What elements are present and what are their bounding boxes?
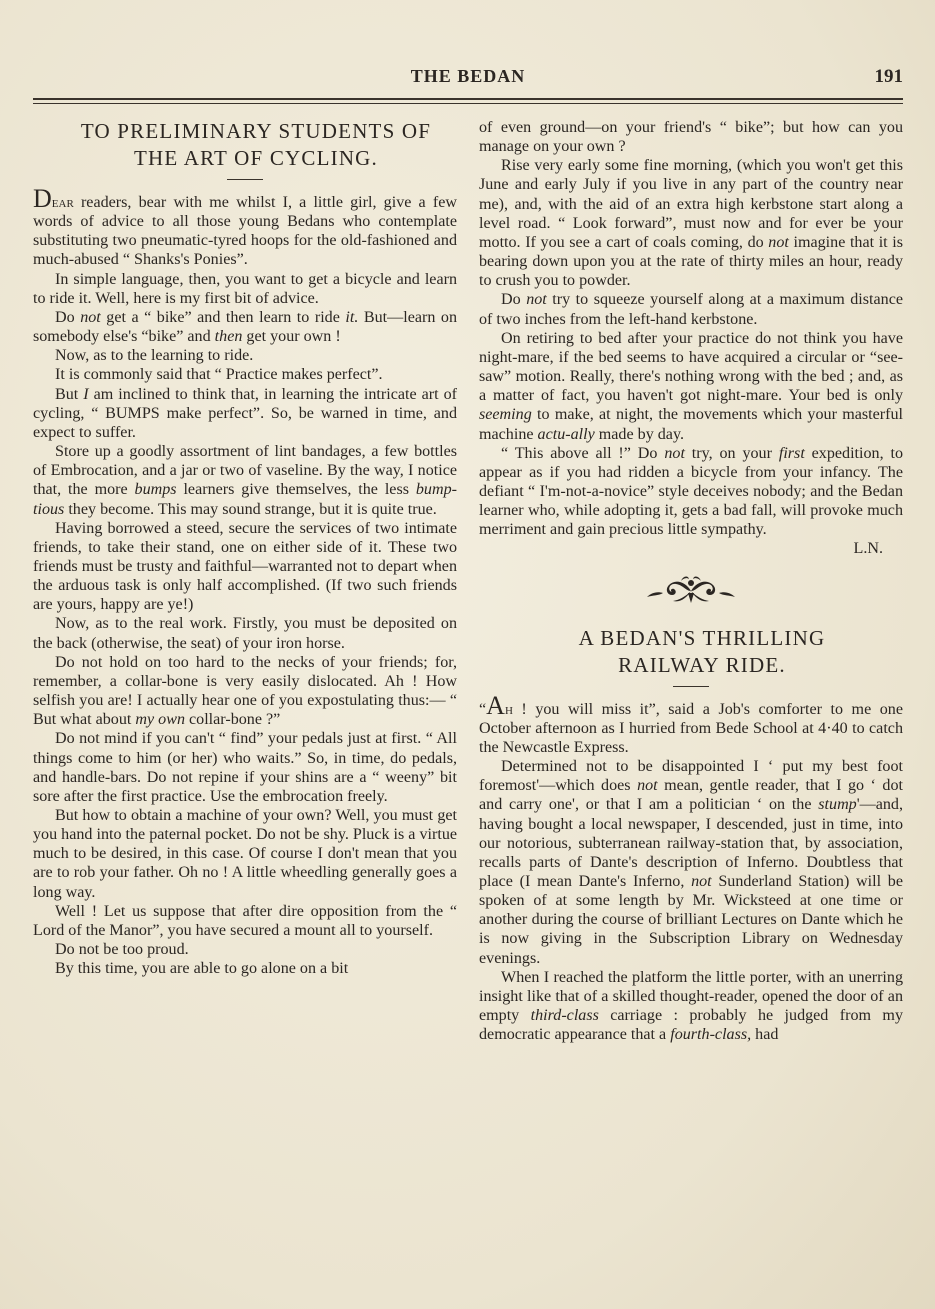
left-column [33,118,457,978]
text-run: try, on your [684,444,779,462]
article1-paragraph [479,290,903,328]
article1-paragraph [33,385,457,442]
article1-paragraph [479,444,903,540]
italic-run: fourth-class, [670,1026,752,1044]
article1-title-line1: TO PRELIMINARY STUDENTS OF [80,119,432,143]
text-run: to make, at night, the movements which your masterful machine [479,406,903,443]
italic-run: I [83,385,89,403]
text-run: Store up a goodly assortment of lint bandages, a few bottles of Embrocation, and a jar or two of vaseline. By the way, I notice that, the more [33,443,457,499]
title-divider [673,686,709,687]
floral-ornament-icon [641,573,741,609]
article1-paragraph: In simple language, then, you want to get a bicycle and learn to ride it. Well, here is my first bit of advice. [33,270,457,307]
italic-run: stump [818,796,857,814]
drop-cap: D [33,184,52,213]
text-run: imagine that it is bearing down upon you at the rate of thirty miles an hour, ready to crush you to powder. [479,233,903,290]
right-column [479,118,903,1044]
text-run: Do [501,291,527,309]
text-run: learners give themselves, the less [176,481,416,499]
text-run: had [751,1026,779,1044]
page-number: 191 [874,66,903,87]
header-rule-thick [33,98,903,100]
text-run: collar-bone ?” [185,711,281,729]
text-run: carriage : probably he judged from my democratic appearance that a [479,1007,903,1044]
text-run: they become. This may sound strange, but it is quite true. [64,500,437,518]
text-run: '—and, having bought a local newspaper, I descended, just in time, into our notorious, subterranean railway-station that, by association, recalls parts of Dante's description of Inferno. Doubtless that place (I mean Dante's Inferno, [479,796,903,890]
italic-run: actu-ally [537,425,595,443]
italic-run: not [526,291,547,309]
text-run: Sunderland Station) will be spoken of at some length by Mr. Wicksteed at one time or another during the course of brilliant Lectures on Dante which he is now giving in the Subscription Library on Wednesday evenings. [479,873,903,967]
article1-paragraph [33,442,457,519]
article1-paragraph: It is commonly said that “ Practice makes perfect”. [55,366,383,384]
article1-paragraph: of even ground—on your friend's “ bike”; but how can you manage on your own ? [479,119,903,156]
italic-run: my own [135,711,185,729]
text-run: made by day. [594,425,684,443]
article1-paragraph: Now, as to the learning to ride. [55,347,254,365]
running-title: THE BEDAN [410,66,526,86]
text-run: On retiring to bed after your practice do not think you have night-mare, if the bed seems to have acquired a circular or “see-saw” motion. Really, there's nothing wrong with the bed ; and, as a matter of fact, you haven't got night-mare. Your bed is only [479,329,903,405]
text-run: try to squeeze yourself along at a maximum distance of two inches from the left-hand kerbstone. [479,291,903,328]
text-run: Rise very early some fine morning, (which you won't get this June and early July if you live in any part of the country near me), and, with the aid of an extra high kerbstone start along a level road. “ Look forward”, must now and for ever be your motto. If you see a cart of coals coming, do [479,157,903,251]
article1-paragraph: Well ! Let us suppose that after dire opposition from the “ Lord of the Manor”, you have secured a mount all to yourself. [33,902,457,939]
article1-paragraph: Now, as to the real work. Firstly, you must be deposited on the back (otherwise, the seat) of your iron horse. [33,615,457,652]
italic-run: not [691,873,712,890]
italic-run: not [768,233,789,251]
article1-paragraph [479,156,903,290]
article1-paragraph [479,329,903,444]
text-run: Determined not to be disappointed I ‘ put my best foot foremost'—which does [479,758,903,795]
text-run: Do [55,308,81,326]
text-run: “ This above all !” Do [501,444,665,462]
text-run: expedition, to appear as if you had ridden a bicycle from your infancy. The defiant “ I'm-not-a-novice” style deceives nobody; and the Bedan learner who, while adopting it, gets a bad fall, will provoke much merriment and gain precious little sympathy. [479,444,904,539]
italic-run: it. [345,308,359,326]
italic-run: third-class [530,1007,599,1025]
header-rule-thin [33,103,903,104]
text-run: am inclined to think that, in learning the intricate art of cycling, “ BUMPS make perfect”. So, be warned in time, and expect to suffer. [33,385,457,441]
text-run: “ [479,700,487,718]
text-run: mean, gentle reader, that I go ‘ dot and carry one', or that I am a politician ‘ on the [479,777,903,814]
small-caps-text: h [504,700,513,718]
text-run: Do not hold on too hard to the necks of your friends; for, remember, a collar-bone is very easily dislocated. Ah ! How selfish you are! I actually hear one of you expostulating thus:— “ But what about [33,653,457,729]
article1-paragraph [33,308,457,346]
italic-run: seeming [479,406,532,424]
text-run: But [55,385,84,403]
article1-title-line2: THE ART OF CYCLING. [134,146,378,170]
italic-run: then [214,328,243,346]
article2-paragraph [479,757,903,968]
article2-paragraph [479,968,903,1045]
italic-run: bump-tious [33,481,457,518]
article1-signature: L.N. [853,540,883,558]
italic-run: not [637,777,658,795]
article1-paragraph: But how to obtain a machine of your own? Well, you must get you hand into the paternal pocket. Do not be shy. Pluck is a virtue much to be desired, in this case. Of course I don't mean that you are to rob your father. Oh no ! A little wheedling generally goes a long way. [33,807,458,901]
text-run: get your own ! [242,328,341,346]
italic-run: not [664,444,685,462]
article2-title-line2: RAILWAY RIDE. [618,652,786,677]
paragraph-text: readers, bear with me whilst I, a little girl, give a few words of advice to all those young Bedans who contemplate substituting two pneumatic-tyred hoops for the old-fashioned and much-abused “ Shanks's Ponies”. [33,194,457,269]
paragraph-text: ! you will miss it”, said a Job's comforter to me one October afternoon as I hurried from Bede School at 4·40 to catch the Newcastle Express. [479,700,903,756]
text-run: But—learn on somebody else's “bike” and [33,308,457,346]
small-caps-text: ear [51,194,74,211]
article1-paragraph: By this time, you are able to go alone on a bit [55,960,349,978]
article1-paragraph: Having borrowed a steed, secure the services of two intimate friends, to take their stand, one on either side of it. These two friends must be trusty and faithful—warranted not to depart when the arduous task is only half accomplished. (If two such friends are yours, happy are ye!) [33,519,457,614]
article1-paragraph: Do not be too proud. [55,941,189,959]
italic-run: first [778,444,805,462]
article2-paragraph [479,690,903,757]
italic-run: bumps [134,481,177,499]
article1-paragraph: Do not mind if you can't “ find” your pedals just at first. “ All things come to him (or her) who waits.” So, in time, do pedals, and handle-bars. Do not repine if your shins are a “ weeny” bit sore after the first practice. Use the embrocation freely. [33,730,457,805]
article2-title-line1: A BEDAN'S THRILLING [578,625,826,650]
article1-paragraph [33,653,457,730]
text-run: When I reached the platform the little porter, with an unerring insight like that of a skilled thought-reader, opened the door of an empty [479,968,903,1025]
text-run: get a “ bike” and then learn to ride [100,308,346,326]
running-head [33,66,903,90]
italic-run: not [80,308,101,326]
article1-paragraph [33,184,457,270]
title-divider [227,179,263,180]
drop-cap: A [486,690,505,720]
